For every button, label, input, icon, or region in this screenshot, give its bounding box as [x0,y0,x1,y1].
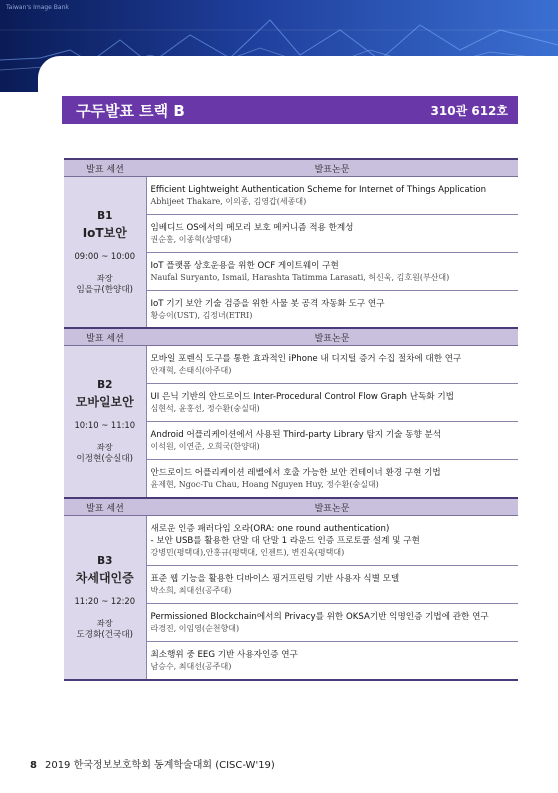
paper-authors: 심현석, 윤홍선, 정수환(숭실대) [150,403,260,413]
session-id: B3 [97,555,113,567]
paper-entry [146,604,518,642]
chair-label: 좌장 [96,442,113,452]
paper-authors: 강병민(평택대),안홍규(평택대, 인젠트), 변진욱(평택대) [150,547,345,557]
session-id: B1 [97,210,113,222]
session-header: 발표 세션 [64,159,146,177]
papers-header: 발표논문 [146,159,518,177]
paper-authors: 권순홍, 이종혁(상명대) [150,234,232,244]
session-chair: 도경화(건국대) [76,630,133,640]
session-chair: 이정현(숭실대) [76,454,133,464]
session-header: 발표 세션 [64,498,146,516]
session-time: 10:10 ~ 11:10 [74,420,136,430]
session-time: 11:20 ~ 12:20 [74,596,136,606]
paper-title-line2: - 보안 USB를 활용한 단말 대 단말 1 라운드 인증 프로토콜 설계 및 구현 [150,535,420,546]
paper-title: 표준 웹 기능을 활용한 디바이스 핑거프린팅 기반 사용자 식별 모델 [150,573,400,584]
session-time: 09:00 ~ 10:00 [74,251,136,261]
paper-entry [146,422,518,460]
session-info [64,177,146,330]
session-table-b1 [64,158,518,330]
session-table-b2 [64,327,518,499]
session-name: IoT보안 [82,226,127,240]
paper-entry [146,460,518,499]
banner-caption: Taiwan's Image Bank [6,4,69,11]
papers-header: 발표논문 [146,328,518,346]
paper-title: Permissioned Blockchain에서의 Privacy를 위한 OKSA기반 익명인증 기법에 관한 연구 [150,611,489,622]
session-info [64,346,146,499]
session-table-b3 [64,497,518,681]
paper-authors: 이석원, 이연준, 오희국(한양대) [150,441,260,451]
paper-title: Efficient Lightweight Authentication Scheme for Internet of Things Application [150,184,487,195]
paper-entry [146,346,518,384]
paper-title: Android 어플리케이션에서 사용된 Third-party Library 탐지 기술 동향 분석 [150,429,442,440]
chair-label: 좌장 [96,273,113,283]
paper-authors: Naufal Suryanto, Ismail, Harashta Tatimma Larasati, 허신욱, 김호원(부산대) [150,272,450,282]
chair-label: 좌장 [96,618,113,628]
paper-title: 새로운 인증 패러다임 오라(ORA: one round authentication) [150,523,390,534]
session-header: 발표 세션 [64,328,146,346]
paper-title: UI 은닉 기반의 안드로이드 Inter-Procedural Control Flow Graph 난독화 기법 [150,391,454,402]
paper-authors: 라경진, 이임영(순천향대) [150,623,240,633]
paper-authors: Abhijeet Thakare, 이의종, 김영갑(세종대) [150,196,307,206]
paper-authors: 황승이(UST), 김정녀(ETRI) [150,310,253,320]
paper-title: 모바일 포렌식 도구를 통한 효과적인 iPhone 내 디지털 증거 수집 절차에 대한 연구 [150,353,462,364]
paper-title: IoT 기기 보안 기술 검증을 위한 사물 봇 공격 자동화 도구 연구 [150,298,385,309]
footer-conference-name: 2019 한국정보보호학회 동계학술대회 (CISC-W'19) [44,760,275,771]
papers-header: 발표논문 [146,498,518,516]
page-footer [30,756,275,771]
paper-entry [146,516,518,566]
session-info [64,516,146,681]
paper-title: 임베디드 OS에서의 메모리 보호 메커니즘 적용 한계성 [150,222,354,233]
session-name: 모바일보안 [75,395,134,409]
paper-title: 안드로이드 어플리케이션 레벨에서 호출 가능한 보안 컨테이너 환경 구현 기법 [150,467,441,478]
session-chair: 임을규(한양대) [76,285,133,295]
paper-authors: 안재혁, 손태식(아주대) [150,365,232,375]
track-room: 310관 612호 [430,103,508,118]
paper-entry [146,215,518,253]
session-name: 차세대인증 [75,571,134,585]
track-title: 구두발표 트랙 B [76,101,185,120]
paper-authors: 남승수, 최대선(공주대) [150,661,232,671]
paper-title: IoT 플랫폼 상호운용을 위한 OCF 게이트웨이 구현 [150,260,339,271]
page-number: 8 [30,760,37,771]
paper-title: 최소행위 중 EEG 기반 사용자인증 연구 [150,649,298,660]
paper-entry [146,566,518,604]
session-id: B2 [97,379,113,391]
paper-entry [146,177,518,215]
paper-authors: 박소희, 최대선(공주대) [150,585,232,595]
track-title-bar [62,96,518,124]
paper-entry [146,384,518,422]
paper-authors: 윤제현, Ngoc-Tu Chau, Hoang Nguyen Huy, 정수환(숭실대) [150,479,379,489]
paper-entry [146,642,518,681]
paper-entry [146,253,518,291]
paper-entry [146,291,518,330]
